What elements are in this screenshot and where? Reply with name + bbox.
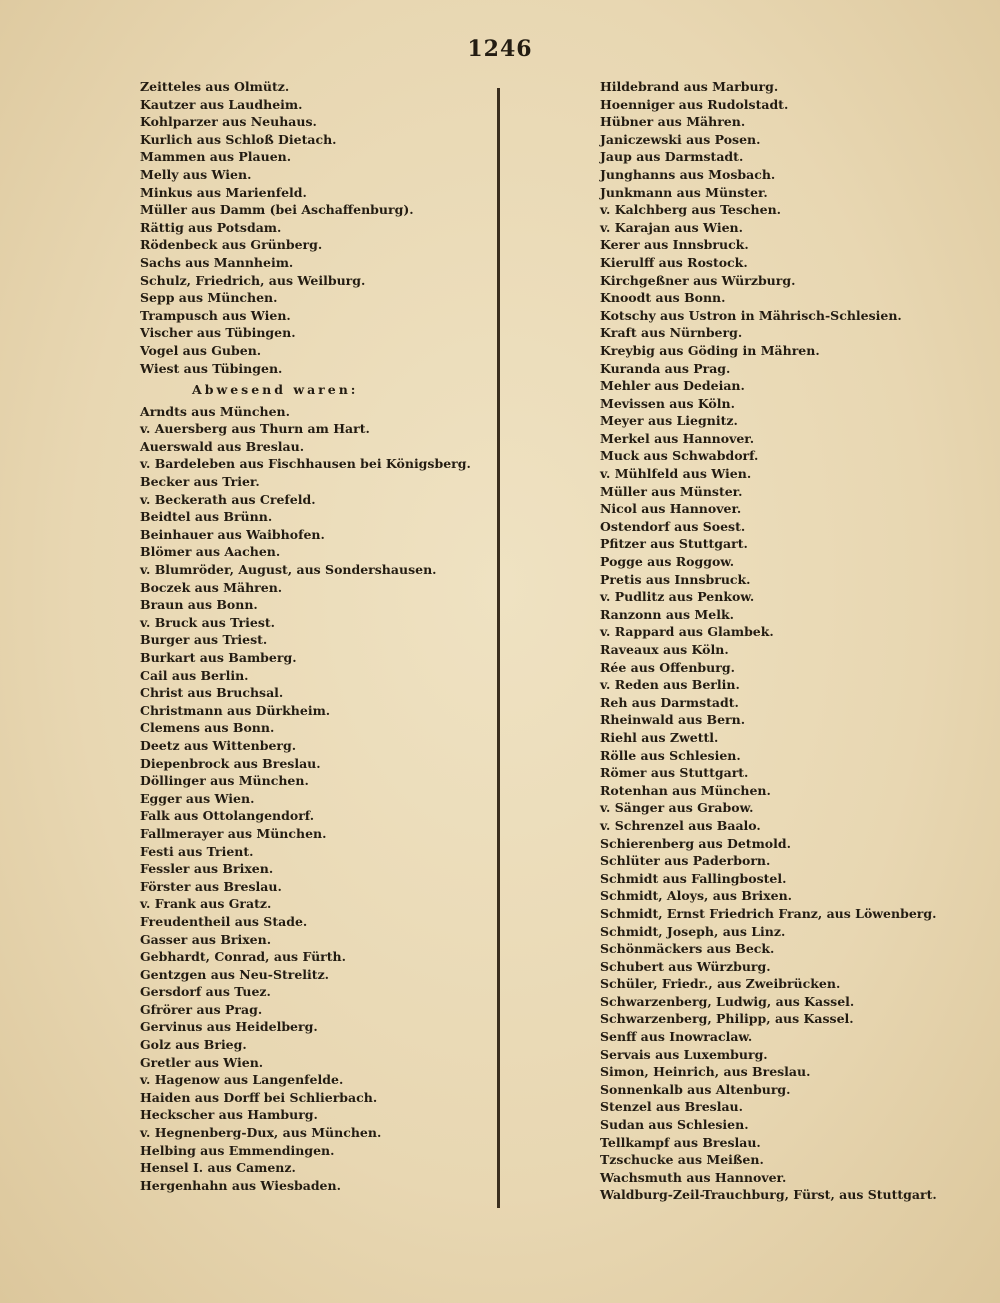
name-entry: Rölle aus Schlesien. xyxy=(600,747,741,763)
name-entry: Schmidt aus Fallingbostel. xyxy=(600,870,787,886)
name-entry: Schmidt, Aloys, aus Brixen. xyxy=(600,888,793,904)
name-entry: Senff aus Inowraclaw. xyxy=(600,1029,753,1045)
name-entry: Vischer aus Tübingen. xyxy=(140,325,296,341)
name-entry: Meyer aus Liegnitz. xyxy=(600,413,738,429)
name-entry: Diepenbrock aus Breslau. xyxy=(140,755,321,771)
name-entry: Kirchgeßner aus Würzburg. xyxy=(600,272,796,288)
name-entry: Fallmerayer aus München. xyxy=(140,825,327,841)
name-entry: v. Frank aus Gratz. xyxy=(140,896,272,912)
name-entry: v. Beckerath aus Crefeld. xyxy=(140,491,316,507)
name-entry: v. Reden aus Berlin. xyxy=(600,677,740,693)
name-entry: v. Hagenow aus Langenfelde. xyxy=(140,1072,344,1088)
name-entry: Pfitzer aus Stuttgart. xyxy=(600,536,748,552)
name-entry: Tzschucke aus Meißen. xyxy=(600,1152,764,1168)
name-entry: Merkel aus Hannover. xyxy=(600,430,755,446)
name-entry: Pretis aus Innsbruck. xyxy=(600,571,751,587)
name-entry: Rée aus Offenburg. xyxy=(600,659,735,675)
name-entry: Kotschy aus Ustron in Mährisch-Schlesien. xyxy=(600,307,902,323)
name-entry: Schwarzenberg, Philipp, aus Kassel. xyxy=(600,1011,854,1027)
absent-list-continued xyxy=(600,78,960,1204)
column-divider xyxy=(497,88,500,1208)
name-entry: Schulz, Friedrich, aus Weilburg. xyxy=(140,272,366,288)
name-entry: Mehler aus Dedeian. xyxy=(600,378,745,394)
name-entry: Kuranda aus Prag. xyxy=(600,360,731,376)
name-entry: Beinhauer aus Waibhofen. xyxy=(140,526,325,542)
name-entry: Kautzer aus Laudheim. xyxy=(140,96,303,112)
present-list xyxy=(140,78,495,377)
name-entry: Melly aus Wien. xyxy=(140,166,252,182)
name-entry: Freudentheil aus Stade. xyxy=(140,913,308,929)
name-entry: Gfrörer aus Prag. xyxy=(140,1001,263,1017)
name-entry: Schubert aus Würzburg. xyxy=(600,958,771,974)
name-entry: Pogge aus Roggow. xyxy=(600,554,735,570)
name-entry: Förster aus Breslau. xyxy=(140,878,282,894)
name-entry: Müller aus Münster. xyxy=(600,483,743,499)
name-entry: Hergenhahn aus Wiesbaden. xyxy=(140,1177,341,1193)
name-entry: v. Mühlfeld aus Wien. xyxy=(600,466,752,482)
name-entry: Deetz aus Wittenberg. xyxy=(140,737,297,753)
name-entry: Fessler aus Brixen. xyxy=(140,861,274,877)
absent-list xyxy=(140,403,495,1195)
name-entry: Gersdorf aus Tuez. xyxy=(140,984,271,1000)
name-entry: Reh aus Darmstadt. xyxy=(600,694,739,710)
name-entry: Festi aus Trient. xyxy=(140,843,254,859)
absent-heading: Abwesend waren: xyxy=(192,382,359,398)
name-entry: Kierulff aus Rostock. xyxy=(600,254,748,270)
name-entry: Hübner aus Mähren. xyxy=(600,114,746,130)
name-entry: Helbing aus Emmendingen. xyxy=(140,1142,335,1158)
name-entry: Sudan aus Schlesien. xyxy=(600,1117,749,1133)
name-entry: Jaup aus Darmstadt. xyxy=(600,149,744,165)
name-entry: Römer aus Stuttgart. xyxy=(600,765,749,781)
name-entry: v. Schrenzel aus Baalo. xyxy=(600,817,761,833)
name-entry: Schierenberg aus Detmold. xyxy=(600,835,791,851)
left-column xyxy=(140,78,495,1194)
name-entry: Mammen aus Plauen. xyxy=(140,149,292,165)
name-entry: Sepp aus München. xyxy=(140,290,278,306)
name-entry: Hildebrand aus Marburg. xyxy=(600,79,779,94)
name-entry: Döllinger aus München. xyxy=(140,773,309,789)
name-entry: Rheinwald aus Bern. xyxy=(600,712,746,728)
name-entry: v. Karajan aus Wien. xyxy=(600,219,743,235)
name-entry: v. Bardeleben aus Fischhausen bei Königsberg. xyxy=(140,456,471,472)
name-entry: Nicol aus Hannover. xyxy=(600,501,742,517)
page-number: 1246 xyxy=(467,36,533,62)
name-entry: Braun aus Bonn. xyxy=(140,597,258,613)
name-entry: Zeitteles aus Olmütz. xyxy=(140,79,290,94)
name-entry: Falk aus Ottolangendorf. xyxy=(140,808,315,824)
name-entry: Gervinus aus Heidelberg. xyxy=(140,1019,318,1035)
name-entry: Rotenhan aus München. xyxy=(600,782,771,798)
name-entry: Arndts aus München. xyxy=(140,403,290,419)
name-entry: Christ aus Bruchsal. xyxy=(140,685,284,701)
name-entry: Schwarzenberg, Ludwig, aus Kassel. xyxy=(600,993,855,1009)
name-entry: Rödenbeck aus Grünberg. xyxy=(140,237,323,253)
name-entry: Schmidt, Ernst Friedrich Franz, aus Löwenberg. xyxy=(600,905,937,921)
name-entry: Knoodt aus Bonn. xyxy=(600,290,726,306)
name-entry: Junghanns aus Mosbach. xyxy=(600,166,776,182)
name-entry: Christmann aus Dürkheim. xyxy=(140,702,331,718)
name-entry: Blömer aus Aachen. xyxy=(140,544,281,560)
name-entry: v. Kalchberg aus Teschen. xyxy=(600,202,782,218)
name-entry: v. Rappard aus Glambek. xyxy=(600,624,774,640)
name-entry: Muck aus Schwabdorf. xyxy=(600,448,759,464)
name-entry: Müller aus Damm (bei Aschaffenburg). xyxy=(140,202,414,218)
name-entry: Gasser aus Brixen. xyxy=(140,931,272,947)
name-entry: Minkus aus Marienfeld. xyxy=(140,184,307,200)
name-entry: Beidtel aus Brünn. xyxy=(140,509,273,525)
name-entry: Wachsmuth aus Hannover. xyxy=(600,1169,787,1185)
name-entry: Ranzonn aus Melk. xyxy=(600,606,734,622)
name-entry: Gentzgen aus Neu-Strelitz. xyxy=(140,966,330,982)
name-entry: v. Hegnenberg-Dux, aus München. xyxy=(140,1125,382,1141)
name-entry: Sonnenkalb aus Altenburg. xyxy=(600,1081,791,1097)
name-entry: Mevissen aus Köln. xyxy=(600,395,735,411)
name-entry: Haiden aus Dorff bei Schlierbach. xyxy=(140,1089,378,1105)
name-entry: Stenzel aus Breslau. xyxy=(600,1099,743,1115)
name-entry: Schlüter aus Paderborn. xyxy=(600,853,771,869)
name-entry: Egger aus Wien. xyxy=(140,790,255,806)
name-entry: Rättig aus Potsdam. xyxy=(140,219,282,235)
name-entry: Kohlparzer aus Neuhaus. xyxy=(140,114,317,130)
name-entry: Junkmann aus Münster. xyxy=(600,184,768,200)
name-entry: Tellkampf aus Breslau. xyxy=(600,1134,761,1150)
name-entry: Riehl aus Zwettl. xyxy=(600,729,719,745)
name-entry: Hensel I. aus Camenz. xyxy=(140,1160,296,1176)
name-entry: Kurlich aus Schloß Dietach. xyxy=(140,131,337,147)
name-entry: v. Bruck aus Triest. xyxy=(140,614,275,630)
name-entry: Simon, Heinrich, aus Breslau. xyxy=(600,1064,811,1080)
name-entry: Servais aus Luxemburg. xyxy=(600,1046,768,1062)
name-entry: Waldburg-Zeil-Trauchburg, Fürst, aus Stuttgart. xyxy=(600,1187,937,1203)
name-entry: Becker aus Trier. xyxy=(140,474,260,490)
name-entry: Gebhardt, Conrad, aus Fürth. xyxy=(140,949,346,965)
name-entry: Heckscher aus Hamburg. xyxy=(140,1107,318,1123)
name-entry: Kerer aus Innsbruck. xyxy=(600,237,749,253)
name-entry: Vogel aus Guben. xyxy=(140,342,262,358)
name-entry: Trampusch aus Wien. xyxy=(140,307,291,323)
name-entry: Burger aus Triest. xyxy=(140,632,268,648)
name-entry: Wiest aus Tübingen. xyxy=(140,360,283,376)
name-entry: Burkart aus Bamberg. xyxy=(140,650,297,665)
name-entry: Auerswald aus Breslau. xyxy=(140,438,305,454)
name-entry: Sachs aus Mannheim. xyxy=(140,254,294,270)
name-entry: Janiczewski aus Posen. xyxy=(600,131,761,147)
name-entry: Clemens aus Bonn. xyxy=(140,720,275,736)
name-entry: v. Pudlitz aus Penkow. xyxy=(600,589,755,605)
right-column xyxy=(600,78,960,1204)
name-entry: Kreybig aus Göding in Mähren. xyxy=(600,342,820,358)
name-entry: v. Auersberg aus Thurn am Hart. xyxy=(140,421,370,437)
name-entry: Raveaux aus Köln. xyxy=(600,642,729,657)
name-entry: Golz aus Brieg. xyxy=(140,1037,247,1053)
name-entry: Boczek aus Mähren. xyxy=(140,579,283,595)
name-entry: Schmidt, Joseph, aus Linz. xyxy=(600,923,786,939)
name-entry: Cail aus Berlin. xyxy=(140,667,249,683)
name-entry: v. Sänger aus Grabow. xyxy=(600,800,754,816)
name-entry: Schönmäckers aus Beck. xyxy=(600,941,775,957)
name-entry: Ostendorf aus Soest. xyxy=(600,518,746,534)
name-entry: Kraft aus Nürnberg. xyxy=(600,325,743,341)
name-entry: Hoenniger aus Rudolstadt. xyxy=(600,96,789,112)
name-entry: Gretler aus Wien. xyxy=(140,1054,264,1070)
name-entry: Schüler, Friedr., aus Zweibrücken. xyxy=(600,976,841,992)
name-entry: v. Blumröder, August, aus Sondershausen. xyxy=(140,562,437,578)
